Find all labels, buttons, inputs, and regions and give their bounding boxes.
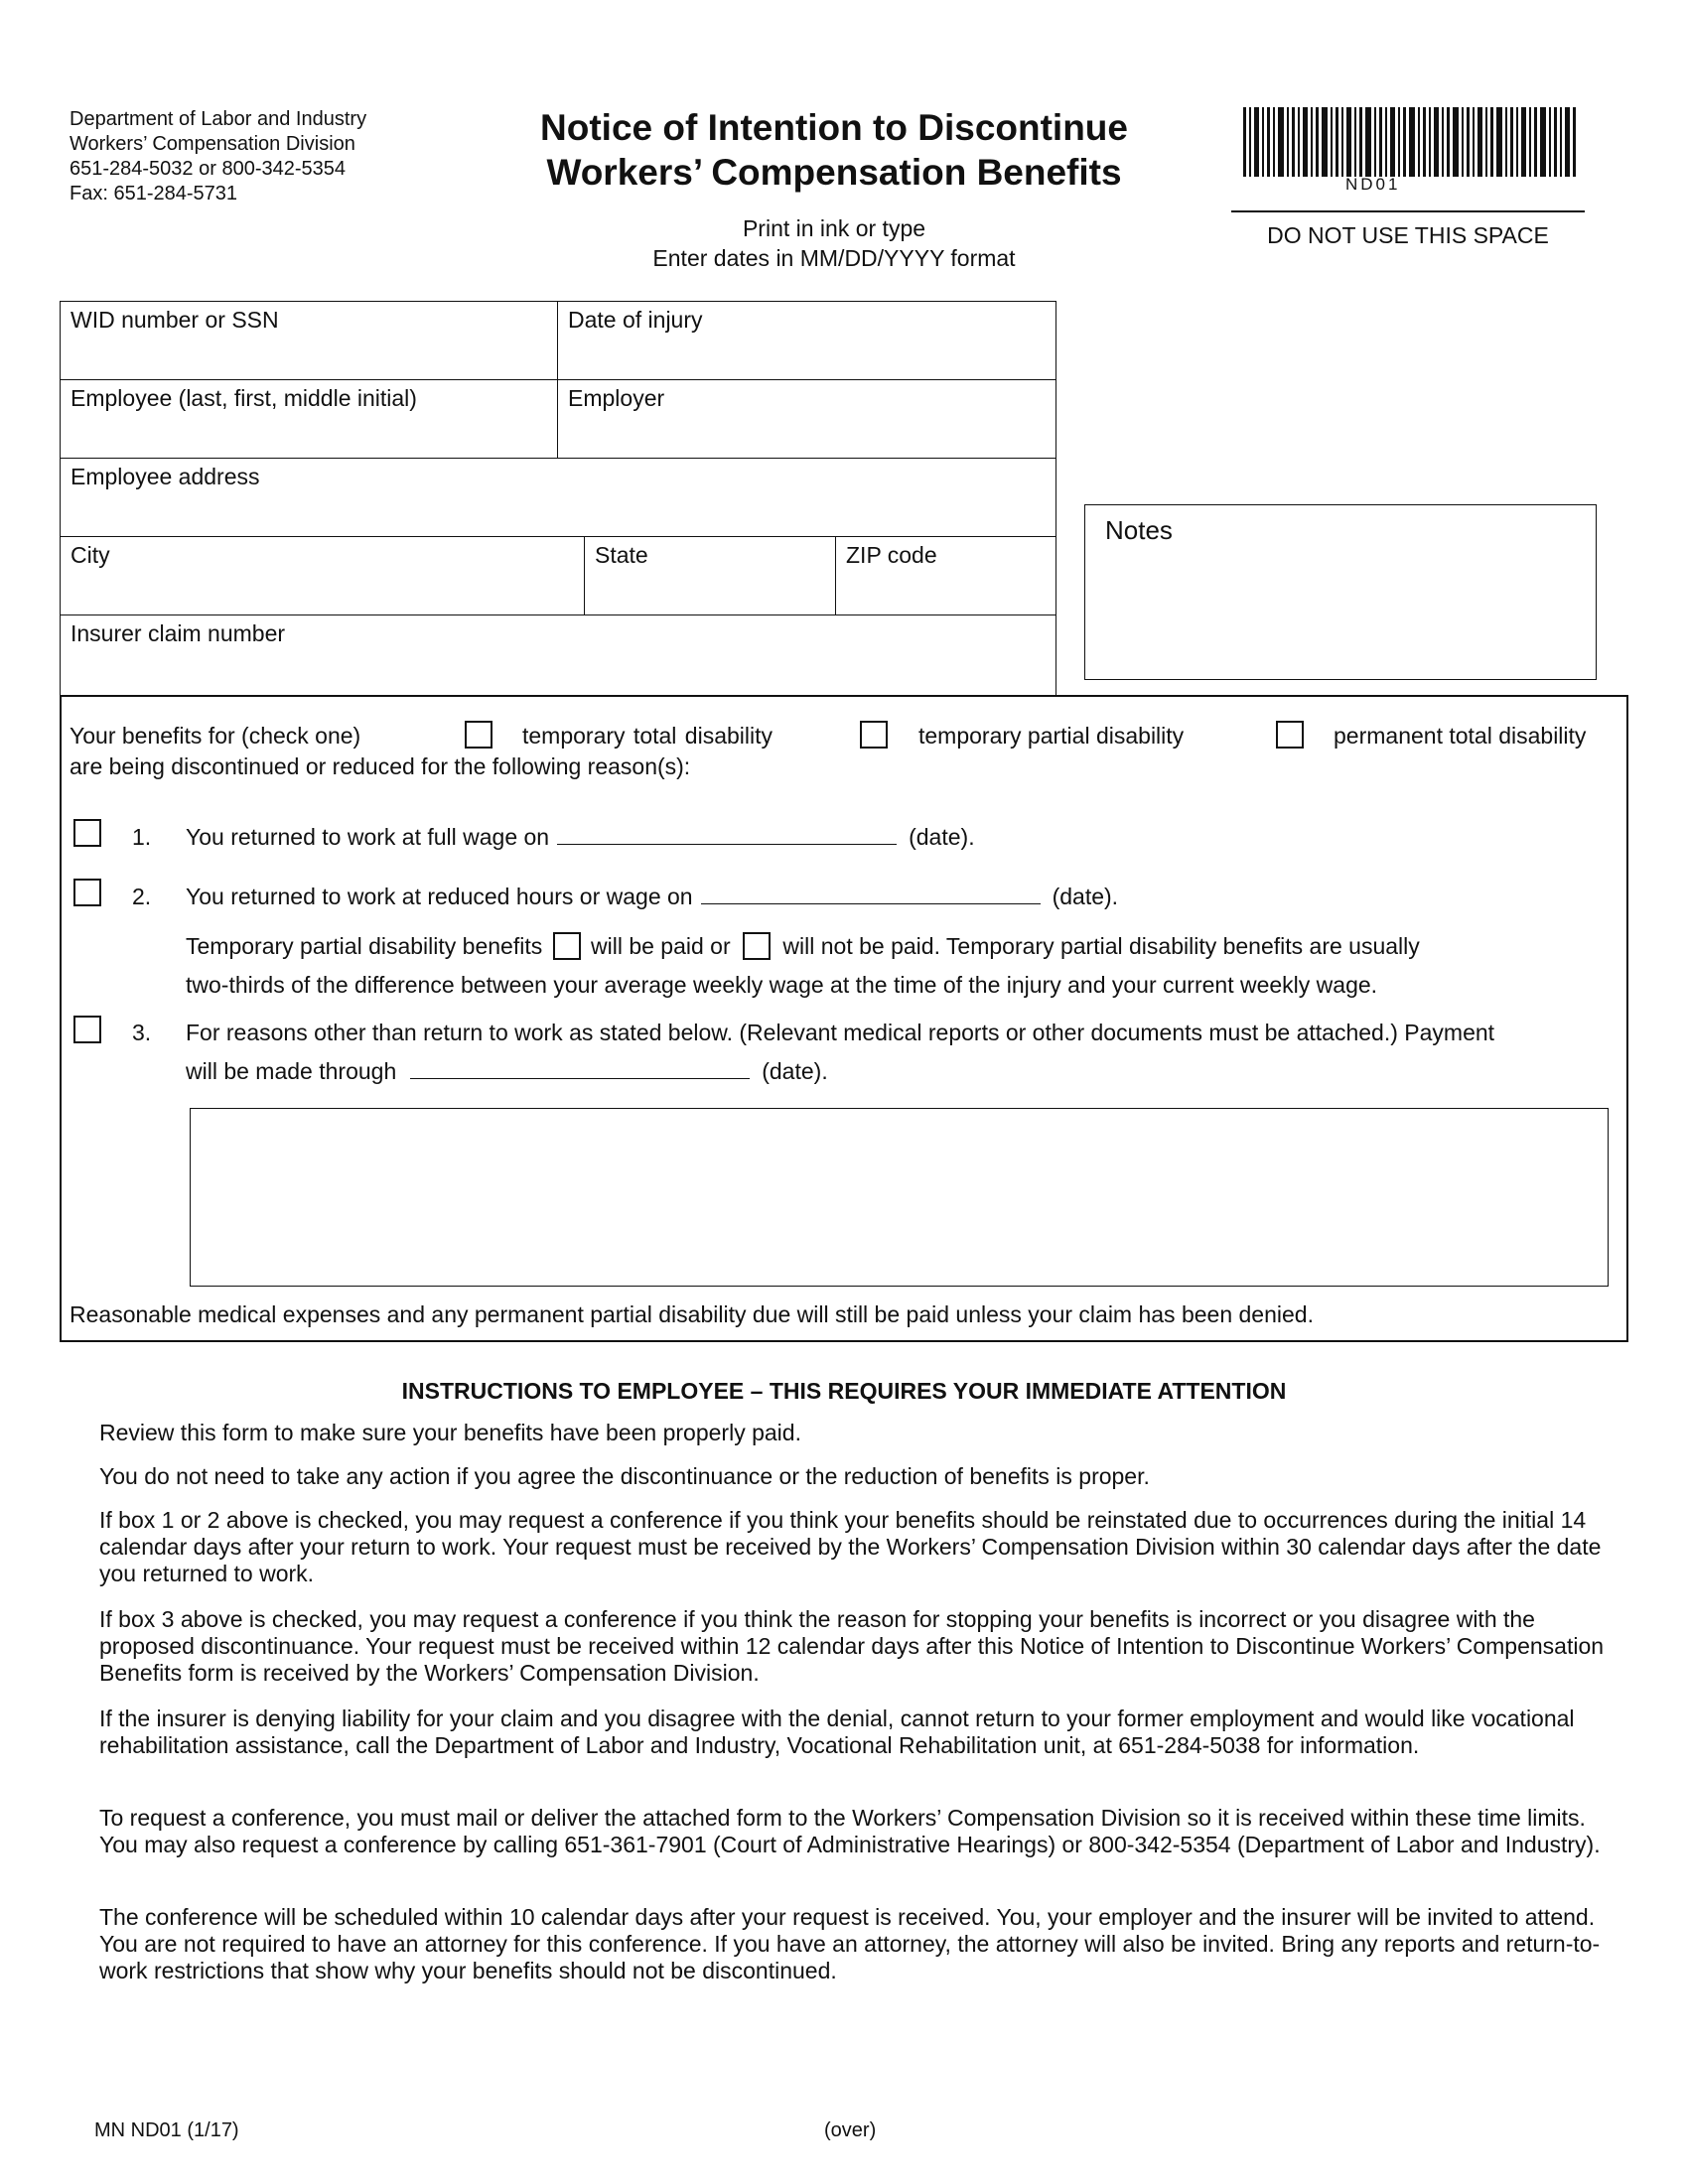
employer-field[interactable] — [557, 379, 1056, 460]
notes-label: Notes — [1105, 515, 1173, 545]
reason-2-number: 2. — [132, 884, 152, 909]
reason-1-checkbox[interactable] — [73, 819, 101, 847]
benefits-footer-note: Reasonable medical expenses and any permanent partial disability due will still be paid unless your claim has been denied. — [70, 1301, 1314, 1327]
employee-address-label: Employee address — [70, 464, 260, 489]
tpd-explanation: two-thirds of the difference between your average weekly wage at the time of the injury and your current weekly wage. — [186, 972, 1378, 998]
reason-3-date-blank[interactable] — [410, 1056, 750, 1079]
insurer-claim-field[interactable] — [60, 614, 1056, 697]
employee-name-field[interactable] — [60, 379, 559, 460]
date-format-note: Enter dates in MM/DD/YYYY format — [652, 245, 1016, 271]
reason-2-text: You returned to work at reduced hours or wage on — [186, 884, 693, 909]
agency-phone: 651-284-5032 or 800-342-5354 — [70, 158, 346, 180]
state-field[interactable] — [584, 536, 837, 616]
tpd-payment-text: Temporary partial disability benefits — [186, 933, 543, 959]
instruction-paragraph-2: You do not need to take any action if you agree the discontinuance or the reduction of benefits is proper. — [99, 1463, 1150, 1489]
reason-2-date-blank[interactable] — [701, 882, 1041, 904]
ttd-label: temporary total disability — [522, 723, 773, 749]
print-note: Print in ink or type — [742, 215, 926, 241]
tpd-checkbox[interactable] — [860, 721, 888, 749]
employer-label: Employer — [568, 385, 665, 411]
form-instructions-header — [516, 213, 1152, 273]
reason-1-number: 1. — [132, 824, 152, 850]
instruction-paragraph-5: If the insurer is denying liability for your claim and you disagree with the denial, cannot return to your former employment and would like vocational rehabilitation assistance, call the Department of Labor and Industry, Vocational Rehabilitation unit, at 651-284-5038 for information. — [99, 1706, 1575, 1758]
instruction-paragraph-7: The conference will be scheduled within 10 calendar days after your request is received. You, your employer and the insurer will be invited to attend. You are not required to have an attorney for this conference. If you have an attorney, the attorney will also be invited. Bring any reports and return-to-work restrictions that show why your benefits should not be discontinued. — [99, 1904, 1601, 1983]
wid-label: WID number or SSN — [70, 307, 279, 333]
barcode-image — [1241, 107, 1579, 185]
instruction-paragraph-3: If box 1 or 2 above is checked, you may request a conference if you think your benefits should be reinstated due to occurrences during the initial 14 calendar days after your return to work. Your request must be received by the Workers’ Compensation Division within 30 calendar days after the date you returned to work. — [99, 1507, 1602, 1586]
reason-3-payment-text: will be made through — [186, 1058, 397, 1084]
over-label: (over) — [824, 2119, 877, 2141]
instructions-title: INSTRUCTIONS TO EMPLOYEE – THIS REQUIRES YOUR IMMEDIATE ATTENTION — [401, 1378, 1287, 1404]
reason-2-checkbox[interactable] — [73, 879, 101, 906]
barcode-label: ND01 — [1345, 175, 1401, 194]
state-label: State — [595, 542, 648, 568]
employee-address-field[interactable] — [60, 458, 1056, 538]
reason-1-text: You returned to work at full wage on — [186, 824, 550, 850]
date-of-injury-label: Date of injury — [568, 307, 703, 333]
will-be-paid-checkbox[interactable] — [553, 932, 581, 960]
employee-name-label: Employee (last, first, middle initial) — [70, 385, 417, 411]
will-not-be-paid-label: will not be paid. Temporary partial disability benefits are usually — [782, 933, 1420, 959]
reason-1-date-blank[interactable] — [557, 822, 897, 845]
reason-2-date-suffix: (date). — [1052, 884, 1119, 909]
benefits-lead-2: are being discontinued or reduced for the following reason(s): — [70, 753, 691, 779]
do-not-use-label: DO NOT USE THIS SPACE — [1267, 222, 1549, 248]
reason-3-date-suffix: (date). — [762, 1058, 828, 1084]
wid-field[interactable] — [60, 301, 559, 381]
reason-3-text: For reasons other than return to work as stated below. (Relevant medical reports or other documents must be attached.) Payment — [186, 1020, 1495, 1045]
zip-field[interactable] — [835, 536, 1056, 616]
form-title — [427, 105, 1241, 195]
will-not-be-paid-checkbox[interactable] — [743, 932, 771, 960]
office-use-divider — [1231, 210, 1585, 212]
reason-1-date-suffix: (date). — [909, 824, 975, 850]
instruction-paragraph-4: If box 3 above is checked, you may request a conference if you think the reason for stopping your benefits is incorrect or you disagree with the proposed discontinuance. Your request must be received within 12 calendar days after this Notice of Intention to Discontinue Workers’ Compensation Benefits form is received by the Workers’ Compensation Division. — [99, 1606, 1605, 1686]
tpd-payment-row — [186, 931, 1420, 962]
ttd-checkbox[interactable] — [465, 721, 492, 749]
ptd-checkbox[interactable] — [1276, 721, 1304, 749]
agency-block — [70, 107, 366, 206]
date-of-injury-field[interactable] — [557, 301, 1056, 381]
reason-3-number: 3. — [132, 1020, 152, 1045]
title-line-1: Notice of Intention to Discontinue — [540, 107, 1128, 148]
city-field[interactable] — [60, 536, 586, 616]
agency-fax: Fax: 651-284-5731 — [70, 183, 238, 205]
instruction-paragraph-1: Review this form to make sure your benefits have been properly paid. — [99, 1420, 801, 1445]
agency-name: Department of Labor and Industry — [70, 108, 367, 130]
division-name: Workers’ Compensation Division — [70, 133, 355, 155]
reason-2-row — [186, 882, 1118, 911]
reason-3-checkbox[interactable] — [73, 1016, 101, 1043]
reason-3-row-2 — [186, 1056, 828, 1086]
form-id: MN ND01 (1/17) — [94, 2119, 239, 2141]
insurer-claim-label: Insurer claim number — [70, 620, 286, 646]
instruction-paragraph-6: To request a conference, you must mail or deliver the attached form to the Workers’ Compensation Division so it is received within these time limits. You may also request a conference by calling 651-361-7901 (Court of Administrative Hearings) or 800-342-5354 (Department of Labor and Industry). — [99, 1805, 1601, 1857]
tpd-label: temporary partial disability — [918, 723, 1185, 749]
reason-1-row — [186, 822, 975, 852]
reason-explanation-box[interactable] — [190, 1108, 1609, 1287]
notes-box[interactable] — [1084, 504, 1597, 680]
benefits-lead: Your benefits for (check one) — [70, 723, 361, 749]
will-be-paid-label: will be paid or — [591, 933, 731, 959]
ptd-label: permanent total disability — [1334, 723, 1587, 749]
city-label: City — [70, 542, 110, 568]
zip-label: ZIP code — [846, 542, 937, 568]
title-line-2: Workers’ Compensation Benefits — [546, 152, 1122, 193]
